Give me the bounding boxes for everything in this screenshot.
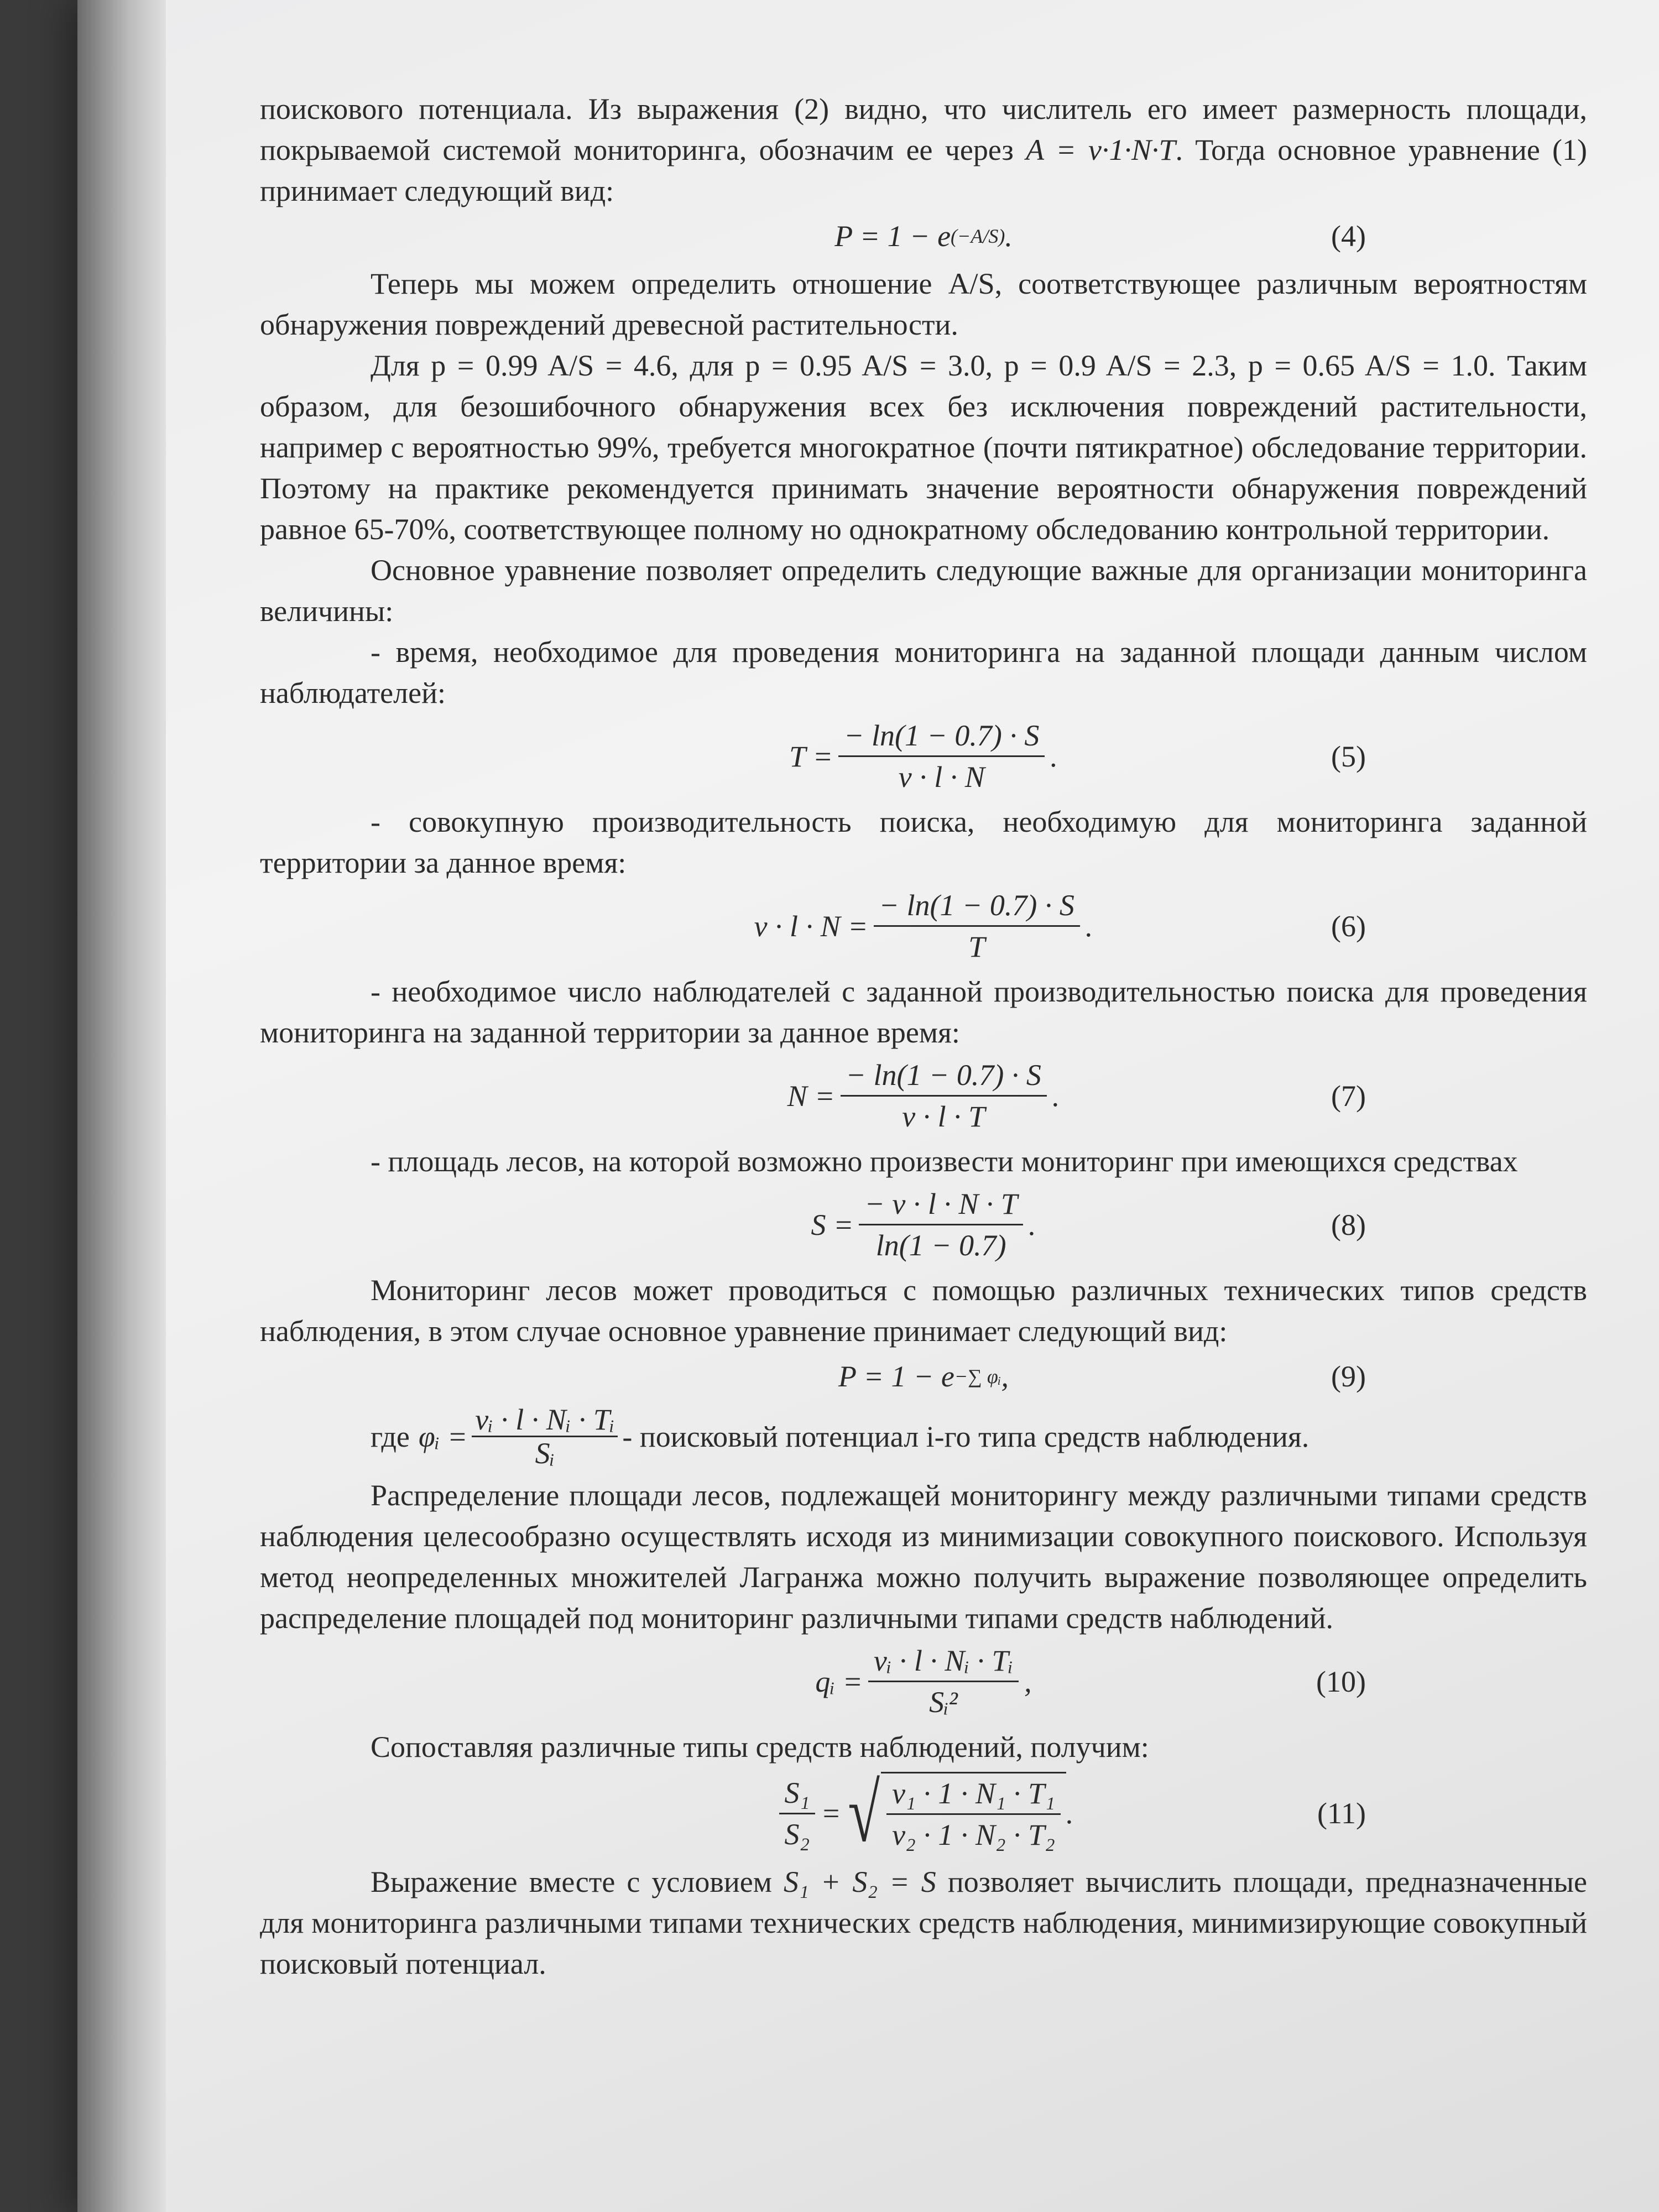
sqrt-icon: √ [848, 1767, 880, 1859]
text: Выражение вместе с условием [371, 1865, 772, 1898]
equation-tail: . [1028, 1208, 1036, 1241]
equation-number: (10) [1316, 1665, 1366, 1698]
paragraph [260, 1404, 1587, 1469]
fraction-numerator: − ln(1 − 0.7) · S [838, 718, 1045, 757]
equation-exponent: (−A/S) [951, 225, 1005, 247]
fraction-numerator: vᵢ · l · Nᵢ · Tᵢ [472, 1404, 618, 1437]
text: поискового потенциала. Из выражения (2) видно, что числитель его имеет размерность площади, покрываемой системой мониторинга, обозначим ее через [260, 92, 1587, 166]
paragraph [260, 88, 1587, 211]
equation-number: (5) [1331, 739, 1366, 773]
equation-lhs: φᵢ = [418, 1420, 468, 1453]
equation-tail: . [1005, 220, 1013, 253]
fraction-numerator: S₁ [779, 1775, 816, 1814]
equation-4 [260, 216, 1587, 257]
page-content [260, 88, 1587, 1984]
paragraph [260, 1861, 1587, 1984]
paragraph: Основное уравнение позволяет определить следующие важные для организации мониторинга величины: [260, 554, 1587, 628]
fraction-denominator: S₂ [784, 1817, 810, 1851]
equation-5 [260, 718, 1587, 795]
paragraph: Сопоставляя различные типы средств наблюдений, получим: [371, 1730, 1149, 1764]
equation-tail: . [1052, 1079, 1060, 1113]
fraction-numerator: − ln(1 − 0.7) · S [874, 888, 1080, 927]
fraction-numerator: − ln(1 − 0.7) · S [841, 1057, 1047, 1097]
equation-lhs: P = 1 − e [834, 220, 951, 253]
fraction-denominator: ln(1 − 0.7) [875, 1229, 1006, 1262]
equation-tail: , [1024, 1665, 1032, 1698]
equation-lhs: N = [787, 1079, 835, 1113]
equation-tail: , [1001, 1360, 1009, 1393]
equation-number: (8) [1331, 1208, 1366, 1241]
equation-lhs: v · l · N = [754, 909, 868, 943]
inline-formula: A = v·1·N·T [1026, 133, 1176, 166]
text: позволяет вычислить площади, предназначенные для мониторинга различными типами технических средств наблюдения, минимизирующие совокупный поисковый потенциал. [260, 1865, 1587, 1980]
equation-lhs: T = [789, 739, 833, 773]
paragraph: Теперь мы можем определить отношение A/S, соответствующее различным вероятностям обнаружения повреждений древесной растительности. [260, 267, 1587, 341]
document-page [77, 0, 1659, 2212]
fraction-numerator: vᵢ · l · Nᵢ · Tᵢ [868, 1643, 1019, 1682]
sqrt [841, 1767, 1066, 1859]
equation-8 [260, 1186, 1587, 1263]
equation-9 [260, 1356, 1587, 1397]
equation-tail: . [1066, 1797, 1074, 1830]
equation-10 [260, 1643, 1587, 1720]
list-item: - площадь лесов, на которой возможно произвести мониторинг при имеющихся средствах [371, 1145, 1518, 1178]
equation-number: (7) [1331, 1079, 1366, 1113]
equation-number: (9) [1331, 1360, 1366, 1393]
equation-exponent: −∑ φᵢ [954, 1365, 1001, 1387]
paragraph: Мониторинг лесов может проводиться с помощью различных технических типов средств наблюдения, в этом случае основное уравнение принимает следующий вид: [260, 1274, 1587, 1348]
equation-lhs: S = [811, 1208, 854, 1241]
paragraph: Распределение площади лесов, подлежащей мониторингу между различными типами средств наблюдения целесообразно осуществлять исходя из минимизации совокупного поискового. Используя метод неопределенных множителей Лагранжа можно получить выражение позволяющее определить распределение площадей под мониторинг различными типами средств наблюдений. [260, 1479, 1587, 1635]
fraction-numerator: − v · l · N · T [859, 1186, 1022, 1225]
fraction-denominator: v · l · N [898, 760, 985, 794]
page-fold-shadow [77, 0, 166, 2212]
fraction-denominator: Sᵢ [535, 1437, 555, 1470]
paragraph: Для p = 0.99 A/S = 4.6, для p = 0.95 A/S = 3.0, p = 0.9 A/S = 2.3, p = 0.65 A/S = 1.0. Таким образом, для безошибочного обнаружения всех без исключения повреждений растительности, например с вероятностью 99%, требуется многократное (почти пятикратное) обследование территории. Поэтому на практике рекомендуется принимать значение вероятности обнаружения повреждений равное 65-70%, соответствующее полному но однократному обследованию контрольной территории. [260, 349, 1587, 546]
list-item: - необходимое число наблюдателей с заданной производительностью поиска для проведения мониторинга на заданной территории за данное время: [260, 975, 1587, 1049]
equation-number: (11) [1317, 1797, 1366, 1830]
equation-tail: . [1050, 739, 1058, 773]
fraction-denominator: v · l · T [902, 1100, 985, 1133]
fraction-denominator: T [968, 930, 985, 963]
equation-number: (6) [1331, 909, 1366, 943]
fraction-denominator: v₂ · 1 · N₂ · T₂ [892, 1818, 1055, 1851]
inline-formula: S₁ + S₂ = S [783, 1865, 936, 1898]
list-item: - совокупную производительность поиска, необходимую для мониторинга заданной территории за данное время: [260, 805, 1587, 879]
equation-tail: . [1085, 909, 1093, 943]
equals-sign: = [821, 1797, 841, 1830]
text: - поисковый потенциал i-го типа средств наблюдения. [622, 1420, 1310, 1453]
equation-lhs: P = 1 − e [838, 1360, 954, 1393]
equation-lhs: qᵢ = [815, 1665, 863, 1698]
equation-7 [260, 1057, 1587, 1134]
equation-number: (4) [1331, 220, 1366, 253]
fraction-denominator: Sᵢ² [929, 1686, 958, 1719]
text: где [371, 1420, 410, 1453]
equation-11 [260, 1767, 1587, 1859]
fraction-numerator: v₁ · 1 · N₁ · T₁ [886, 1776, 1061, 1815]
text: . Тогда основное уравнение (1) принимает следующий вид: [260, 133, 1588, 207]
list-item: - время, необходимое для проведения мониторинга на заданной площади данным числом наблюдателей: [260, 635, 1587, 709]
equation-6 [260, 888, 1587, 964]
